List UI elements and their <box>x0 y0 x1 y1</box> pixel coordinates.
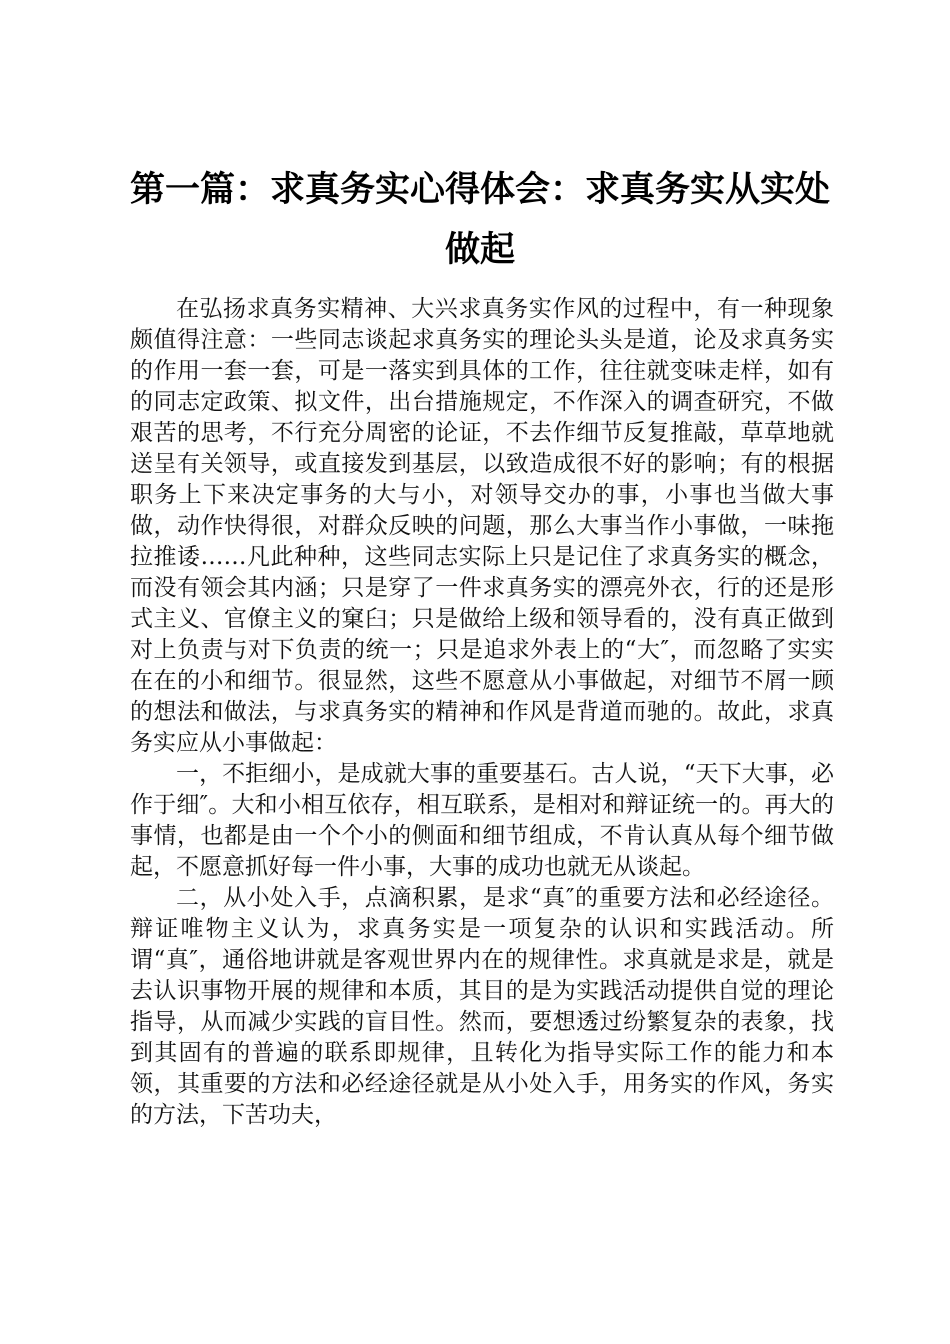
document-title: 第一篇：求真务实心得体会：求真务实从实处做起 <box>129 170 830 270</box>
paragraph-point-two: 二，从小处入手，点滴积累，是求“真″的重要方法和必经途径。辩证唯物主义认为，求真务实是一项复杂的认识和实践活动。所谓“真″，通俗地讲就是客观世界内在的规律性。求真就是求是，就是去认识事物开展的规律和本质，其目的是为实践活动提供自觉的理论指导，从而减少实践的盲目性。然而，要想透过纷繁复杂的表象，找到其固有的普遍的联系即规律，且转化为指导实际工作的能力和本领，其重要的方法和必经途径就是从小处入手，用务实的作风，务实的方法，下苦功夫， <box>130 885 834 1128</box>
document-body <box>130 294 834 1131</box>
paragraph-intro: 在弘扬求真务实精神、大兴求真务实作风的过程中，有一种现象颇值得注意：一些同志谈起求真务实的理论头头是道，论及求真务实的作用一套一套，可是一落实到具体的工作，往往就变味走样，如有的同志定政策、拟文件，出台措施规定，不作深入的调查研究，不做艰苦的思考，不行充分周密的论证，不去作细节反复推敲，草草地就送呈有关领导，或直接发到基层，以致造成很不好的影响；有的根据职务上下来决定事务的大与小，对领导交办的事，小事也当做大事做，动作快得很，对群众反映的问题，那么大事当作小事做，一味拖拉推诿……凡此种种，这些同志实际上只是记住了求真务实的概念，而没有领会其内涵；只是穿了一件求真务实的漂亮外衣，行的还是形式主义、官僚主义的窠臼；只是做给上级和领导看的，没有真正做到对上负责与对下负责的统一；只是追求外表上的“大″，而忽略了实实在在的小和细节。很显然，这些不愿意从小事做起，对细节不屑一顾的想法和做法，与求真务实的精神和作风是背道而驰的。故此，求真务实应从小事做起： <box>130 296 834 756</box>
paragraph-point-one: 一，不拒细小，是成就大事的重要基石。古人说，“天下大事，必作于细″。大和小相互依存，相互联系，是相对和辩证统一的。再大的事情，也都是由一个个小的侧面和细节组成，不肯认真从每个细节做起，不愿意抓好每一件小事，大事的成功也就无从谈起。 <box>130 761 834 880</box>
